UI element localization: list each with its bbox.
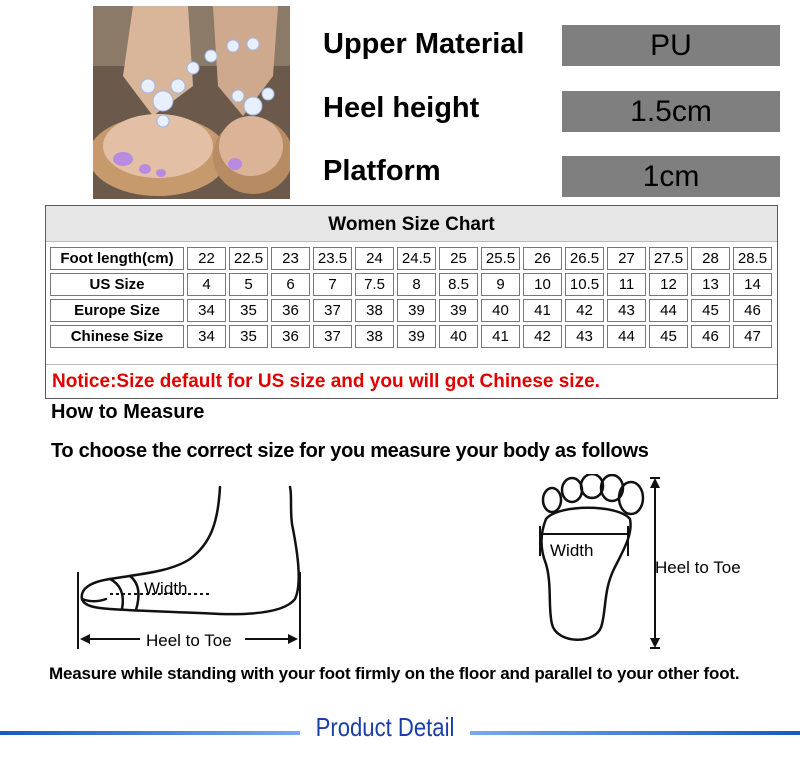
size-row-label: US Size (50, 273, 184, 296)
size-cell: 39 (439, 299, 478, 322)
size-cell: 23.5 (313, 247, 352, 270)
size-cell: 37 (313, 325, 352, 348)
how-to-measure-heading: How to Measure (51, 401, 205, 423)
size-cell: 7.5 (355, 273, 394, 296)
size-cell: 23 (271, 247, 310, 270)
size-cell: 47 (733, 325, 772, 348)
size-cell: 46 (691, 325, 730, 348)
size-cell: 40 (481, 299, 520, 322)
size-cell: 40 (439, 325, 478, 348)
sole-foot-diagram (528, 474, 778, 654)
size-cell: 10 (523, 273, 562, 296)
size-cell: 24 (355, 247, 394, 270)
product-photo (93, 6, 290, 199)
sole-length-label: Heel to Toe (655, 558, 741, 577)
size-cell: 35 (229, 299, 268, 322)
size-cell: 6 (271, 273, 310, 296)
size-cell: 14 (733, 273, 772, 296)
size-chart (45, 205, 778, 399)
size-cell: 38 (355, 325, 394, 348)
size-cell: 26 (523, 247, 562, 270)
side-foot-diagram (70, 484, 310, 654)
size-cell: 42 (565, 299, 604, 322)
measure-note: Measure while standing with your foot firmly on the floor and parallel to your other foot. (49, 664, 740, 683)
size-cell: 28 (691, 247, 730, 270)
size-cell: 4 (187, 273, 226, 296)
size-cell: 28.5 (733, 247, 772, 270)
size-cell: 45 (691, 299, 730, 322)
platform-label: Platform (323, 155, 441, 187)
upper-material-label: Upper Material (323, 28, 525, 60)
size-cell: 42 (523, 325, 562, 348)
size-cell: 22 (187, 247, 226, 270)
size-cell: 34 (187, 325, 226, 348)
size-cell: 8.5 (439, 273, 478, 296)
size-cell: 43 (565, 325, 604, 348)
size-cell: 35 (229, 325, 268, 348)
size-cell: 7 (313, 273, 352, 296)
size-cell: 11 (607, 273, 646, 296)
platform-value: 1cm (562, 156, 780, 197)
size-notice: Notice:Size default for US size and you will got Chinese size. (46, 364, 777, 398)
size-cell: 5 (229, 273, 268, 296)
size-cell: 13 (691, 273, 730, 296)
size-cell: 34 (187, 299, 226, 322)
side-length-label: Heel to Toe (146, 631, 232, 650)
size-cell: 27.5 (649, 247, 688, 270)
size-row (50, 299, 772, 322)
size-cell: 44 (607, 325, 646, 348)
size-row (50, 247, 772, 270)
footer-divider-left (0, 731, 300, 735)
size-cell: 36 (271, 299, 310, 322)
size-cell: 43 (607, 299, 646, 322)
measure-intro: To choose the correct size for you measure your body as follows (51, 440, 649, 462)
size-cell: 24.5 (397, 247, 436, 270)
size-cell: 9 (481, 273, 520, 296)
size-row-label: Chinese Size (50, 325, 184, 348)
size-cell: 10.5 (565, 273, 604, 296)
sole-width-label: Width (550, 541, 594, 560)
size-cell: 41 (481, 325, 520, 348)
size-cell: 25.5 (481, 247, 520, 270)
size-row (50, 273, 772, 296)
size-row-label: Europe Size (50, 299, 184, 322)
footer-divider-right (470, 731, 800, 735)
size-cell: 26.5 (565, 247, 604, 270)
size-cell: 25 (439, 247, 478, 270)
size-cell: 12 (649, 273, 688, 296)
heel-height-value: 1.5cm (562, 91, 780, 132)
size-cell: 39 (397, 325, 436, 348)
size-cell: 36 (271, 325, 310, 348)
size-cell: 38 (355, 299, 394, 322)
heel-height-label: Heel height (323, 92, 480, 124)
size-chart-title: Women Size Chart (46, 206, 777, 242)
side-width-label: Width (144, 579, 188, 598)
size-cell: 27 (607, 247, 646, 270)
size-cell: 46 (733, 299, 772, 322)
size-cell: 45 (649, 325, 688, 348)
size-cell: 37 (313, 299, 352, 322)
size-table (47, 244, 775, 351)
size-cell: 44 (649, 299, 688, 322)
size-cell: 41 (523, 299, 562, 322)
product-detail-heading: Product Detail (315, 712, 455, 742)
size-cell: 22.5 (229, 247, 268, 270)
upper-material-value: PU (562, 25, 780, 66)
size-cell: 8 (397, 273, 436, 296)
size-row (50, 325, 772, 348)
size-row-label: Foot length(cm) (50, 247, 184, 270)
size-cell: 39 (397, 299, 436, 322)
